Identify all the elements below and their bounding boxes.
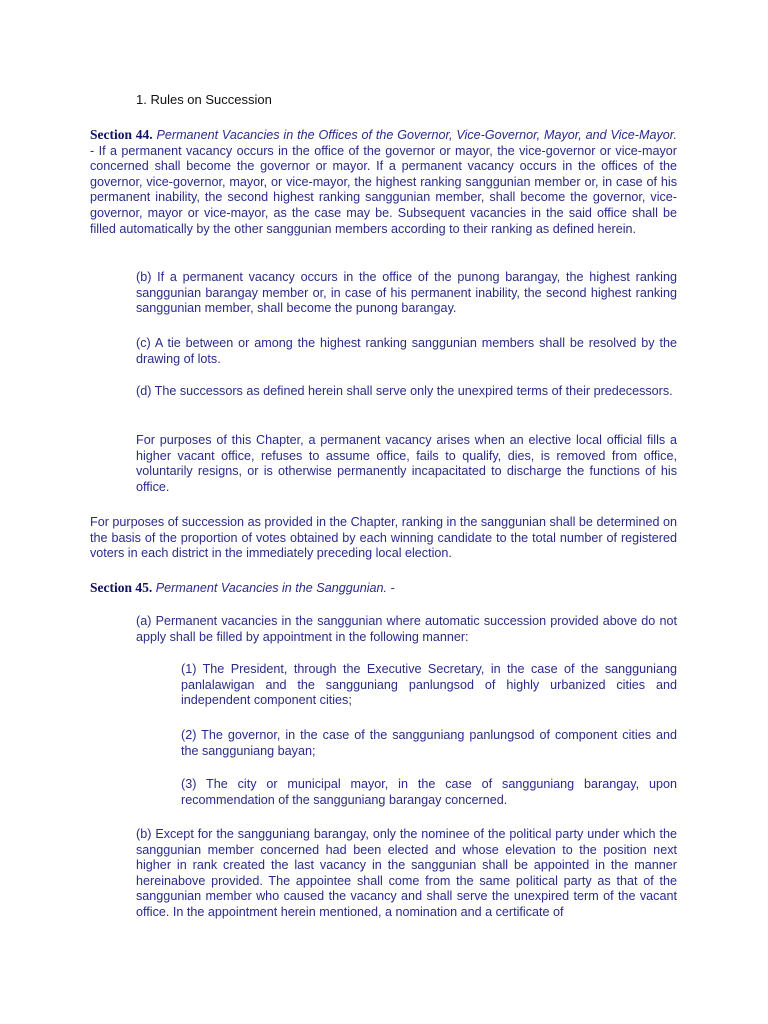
section-45-label: Section 45.: [90, 580, 153, 595]
section-44-para-c: (c) A tie between or among the highest ranking sanggunian members shall be resolved by the drawing of lots.: [136, 336, 677, 366]
section-44-para-purposes: For purposes of this Chapter, a permanent vacancy arises when an elective local official fills a higher vacant office, refuses to assume office, fails to qualify, dies, is removed from office, voluntarily resigns, or is otherwise permanently incapacitated to discharge the functions of his office.: [136, 433, 677, 494]
section-44-para-d: (d) The successors as defined herein shall serve only the unexpired terms of their predecessors.: [136, 384, 673, 398]
section-44-label: Section 44.: [90, 127, 153, 142]
subheading-rules-on-succession: 1. Rules on Succession: [136, 92, 272, 107]
section-44-para-b: (b) If a permanent vacancy occurs in the office of the punong barangay, the highest ranking sanggunian barangay member or, in case of his permanent inability, the second highest ranking sanggunian member, shall become the punong barangay.: [136, 270, 677, 316]
section-45-para-a: (a) Permanent vacancies in the sanggunian where automatic succession provided above do not apply shall be filled by appointment in the following manner:: [136, 614, 677, 644]
section-45-title: Permanent Vacancies in the Sanggunian. -: [155, 581, 395, 595]
section-45-item-1: (1) The President, through the Executive Secretary, in the case of the sangguniang panlalawigan and the sangguniang panlungsod of highly urbanized cities and independent component cities;: [181, 662, 677, 708]
section-44-title: Permanent Vacancies in the Offices of the Governor, Vice-Governor, Mayor, and Vice-Mayor.: [156, 128, 677, 142]
section-44-para-ranking: For purposes of succession as provided in the Chapter, ranking in the sanggunian shall be determined on the basis of the proportion of votes obtained by each winning candidate to the total number of registered voters in each district in the immediately preceding local election.: [90, 515, 677, 561]
section-45-item-2: (2) The governor, in the case of the sangguniang panlungsod of component cities and the sangguniang bayan;: [181, 728, 677, 758]
section-45-heading: [90, 580, 677, 597]
section-44-body: - If a permanent vacancy occurs in the office of the governor or mayor, the vice-governor or vice-mayor concerned shall become the governor or mayor. If a permanent vacancy occurs in the offices of the governor, vice-governor, mayor, or vice-mayor, the highest ranking sanggunian member or, in case of his permanent inability, the second highest ranking sanggunian member, shall become the governor, vice-governor, mayor or vice-mayor, as the case may be. Subsequent vacancies in the said office shall be filled automatically by the other sanggunian members according to their ranking as defined herein.: [90, 143, 677, 236]
section-45-para-b: (b) Except for the sangguniang barangay, only the nominee of the political party under which the sanggunian member concerned had been elected and whose elevation to the position next higher in rank created the last vacancy in the sanggunian shall be appointed in the manner hereinabove provided. The appointee shall come from the same political party as that of the sanggunian member who caused the vacancy and shall serve the unexpired term of the vacant office. In the appointment herein mentioned, a nomination and a certificate of: [136, 827, 677, 919]
section-45-item-3: (3) The city or municipal mayor, in the case of sangguniang barangay, upon recommendation of the sangguniang barangay concerned.: [181, 777, 677, 807]
section-44-paragraph: [90, 127, 677, 237]
